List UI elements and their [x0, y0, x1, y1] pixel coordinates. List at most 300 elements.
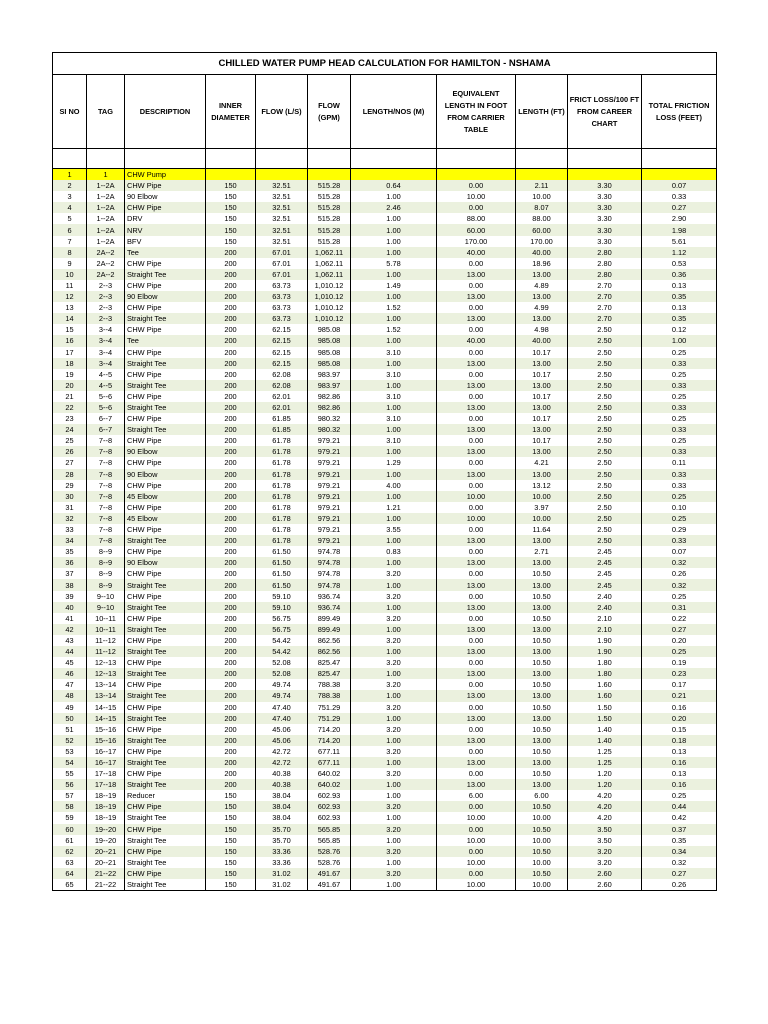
table-cell: 1--2A: [87, 224, 125, 235]
table-cell: 4.89: [516, 280, 568, 291]
table-cell: 40.00: [516, 247, 568, 258]
table-row: [53, 469, 717, 480]
pump-head-table: [52, 52, 717, 891]
table-cell: 200: [206, 579, 256, 590]
table-cell: 1.00: [351, 579, 437, 590]
table-row: [53, 713, 717, 724]
table-cell: 40.00: [437, 335, 516, 346]
table-cell: 10.17: [516, 413, 568, 424]
table-cell: 13.00: [516, 424, 568, 435]
table-cell: 13.00: [516, 446, 568, 457]
table-cell: 1.80: [568, 668, 642, 679]
table-cell: 200: [206, 602, 256, 613]
table-cell: 0.11: [642, 457, 717, 468]
column-header: TAG: [87, 75, 125, 149]
table-cell: 2--3: [87, 280, 125, 291]
table-cell: 43: [53, 635, 87, 646]
table-cell: 515.28: [308, 191, 351, 202]
table-cell: 8--9: [87, 557, 125, 568]
table-cell: 10--11: [87, 624, 125, 635]
table-cell: 2.50: [568, 457, 642, 468]
table-cell: 56.75: [256, 624, 308, 635]
table-row: [53, 258, 717, 269]
table-cell: 2A--2: [87, 247, 125, 258]
table-cell: 0.17: [642, 679, 717, 690]
table-cell: Straight Tee: [125, 812, 206, 823]
table-cell: 979.21: [308, 502, 351, 513]
table-row: [53, 358, 717, 369]
table-cell: 13.00: [437, 380, 516, 391]
column-header: LENGTH/NOS (M): [351, 75, 437, 149]
table-cell: 10.50: [516, 724, 568, 735]
table-cell: CHW Pipe: [125, 180, 206, 191]
table-cell: 31.02: [256, 868, 308, 879]
table-cell: 8: [53, 247, 87, 258]
table-cell: 200: [206, 702, 256, 713]
table-cell: 1--2A: [87, 202, 125, 213]
table-cell: CHW Pipe: [125, 679, 206, 690]
table-cell: 150: [206, 857, 256, 868]
table-cell: CHW Pump: [125, 169, 206, 181]
table-cell: 21--22: [87, 868, 125, 879]
table-cell: 200: [206, 269, 256, 280]
column-header: FLOW (L/S): [256, 75, 308, 149]
table-cell: 3.20: [351, 679, 437, 690]
table-cell: 61: [53, 835, 87, 846]
table-cell: 32.51: [256, 191, 308, 202]
table-cell: 0.36: [642, 269, 717, 280]
table-cell: 1,062.11: [308, 269, 351, 280]
table-cell: 640.02: [308, 779, 351, 790]
table-cell: 7--8: [87, 535, 125, 546]
table-cell: 1.00: [351, 857, 437, 868]
table-cell: 150: [206, 180, 256, 191]
table-cell: 200: [206, 347, 256, 358]
table-cell: 10.00: [437, 879, 516, 891]
table-cell: 65: [53, 879, 87, 891]
table-cell: 58: [53, 801, 87, 812]
table-cell: 1.52: [351, 324, 437, 335]
table-cell: 0.25: [642, 369, 717, 380]
table-row: [53, 613, 717, 624]
table-cell: CHW Pipe: [125, 546, 206, 557]
table-cell: 0.00: [437, 435, 516, 446]
table-cell: 2.45: [568, 546, 642, 557]
table-cell: 3.10: [351, 435, 437, 446]
table-cell: 0.31: [642, 602, 717, 613]
table-row: [53, 624, 717, 635]
table-cell: 14--15: [87, 702, 125, 713]
table-cell: 62.01: [256, 391, 308, 402]
table-cell: CHW Pipe: [125, 435, 206, 446]
table-cell: 200: [206, 557, 256, 568]
table-cell: 13.00: [437, 446, 516, 457]
table-cell: 53: [53, 746, 87, 757]
table-cell: 200: [206, 679, 256, 690]
table-cell: 32: [53, 513, 87, 524]
table-cell: 61.78: [256, 469, 308, 480]
table-cell: 2A--2: [87, 258, 125, 269]
table-cell: CHW Pipe: [125, 702, 206, 713]
table-cell: 1.00: [351, 424, 437, 435]
table-cell: 88.00: [516, 213, 568, 224]
table-cell: 0.25: [642, 646, 717, 657]
table-cell: 0.20: [642, 713, 717, 724]
table-cell: 32.51: [256, 180, 308, 191]
table-cell: 1.00: [351, 446, 437, 457]
table-cell: 20--21: [87, 857, 125, 868]
table-cell: 10.00: [437, 857, 516, 868]
table-row: [53, 535, 717, 546]
table-cell: 983.97: [308, 369, 351, 380]
table-cell: 2.10: [568, 624, 642, 635]
table-cell: 2.40: [568, 602, 642, 613]
table-cell: 5--6: [87, 391, 125, 402]
table-cell: 0.00: [437, 824, 516, 835]
table-cell: 0.00: [437, 868, 516, 879]
table-cell: 2--3: [87, 313, 125, 324]
table-cell: 62.15: [256, 358, 308, 369]
table-cell: 2.40: [568, 591, 642, 602]
table-cell: 63.73: [256, 280, 308, 291]
table-row: [53, 236, 717, 247]
table-row: [53, 457, 717, 468]
table-cell: 677.11: [308, 746, 351, 757]
table-cell: 1.29: [351, 457, 437, 468]
table-cell: 1.50: [568, 702, 642, 713]
table-cell: [206, 169, 256, 181]
table-cell: 52.08: [256, 668, 308, 679]
table-cell: 3--4: [87, 335, 125, 346]
table-cell: 0.37: [642, 824, 717, 835]
table-cell: 0.25: [642, 491, 717, 502]
table-cell: 7--8: [87, 435, 125, 446]
table-row: [53, 835, 717, 846]
table-cell: 2.90: [642, 213, 717, 224]
table-cell: 13.00: [437, 358, 516, 369]
table-cell: 3.97: [516, 502, 568, 513]
table-cell: 1.00: [351, 469, 437, 480]
table-cell: 35.70: [256, 824, 308, 835]
table-cell: 13.00: [516, 690, 568, 701]
table-cell: 200: [206, 635, 256, 646]
table-cell: 10.00: [516, 835, 568, 846]
table-cell: 150: [206, 879, 256, 891]
table-cell: 3.50: [568, 824, 642, 835]
table-cell: 200: [206, 668, 256, 679]
table-cell: 55: [53, 768, 87, 779]
table-cell: Straight Tee: [125, 668, 206, 679]
table-cell: CHW Pipe: [125, 280, 206, 291]
table-cell: 899.49: [308, 624, 351, 635]
table-cell: 0.13: [642, 302, 717, 313]
table-cell: 49.74: [256, 679, 308, 690]
table-cell: 61.85: [256, 424, 308, 435]
table-cell: 150: [206, 868, 256, 879]
table-cell: 32.51: [256, 224, 308, 235]
table-cell: Straight Tee: [125, 879, 206, 891]
table-cell: 60.00: [437, 224, 516, 235]
table-cell: 0.00: [437, 546, 516, 557]
table-cell: 10.00: [516, 513, 568, 524]
table-cell: 2.50: [568, 480, 642, 491]
table-cell: 200: [206, 457, 256, 468]
table-cell: 0.00: [437, 724, 516, 735]
table-cell: 13.00: [516, 291, 568, 302]
table-cell: 20: [53, 380, 87, 391]
table-cell: 1.20: [568, 768, 642, 779]
table-cell: 1--2A: [87, 236, 125, 247]
table-cell: 2.50: [568, 491, 642, 502]
table-cell: 62: [53, 846, 87, 857]
table-cell: 150: [206, 191, 256, 202]
table-cell: 3.20: [351, 657, 437, 668]
table-cell: 10.50: [516, 568, 568, 579]
table-cell: 13.00: [516, 313, 568, 324]
table-cell: 2.70: [568, 313, 642, 324]
table-cell: 0.26: [642, 879, 717, 891]
table-cell: 13.00: [437, 579, 516, 590]
table-cell: 1.25: [568, 757, 642, 768]
table-cell: 528.76: [308, 857, 351, 868]
table-cell: 61.78: [256, 457, 308, 468]
table-cell: 22: [53, 402, 87, 413]
table-cell: 515.28: [308, 180, 351, 191]
table-cell: 150: [206, 835, 256, 846]
column-header: TOTAL FRICTION LOSS (FEET): [642, 75, 717, 149]
table-cell: 1: [53, 169, 87, 181]
table-cell: CHW Pipe: [125, 258, 206, 269]
table-cell: 19--20: [87, 824, 125, 835]
table-cell: 13.00: [437, 668, 516, 679]
table-cell: 12--13: [87, 657, 125, 668]
table-cell: CHW Pipe: [125, 302, 206, 313]
table-row: [53, 557, 717, 568]
table-cell: 0.21: [642, 690, 717, 701]
table-row: [53, 491, 717, 502]
table-cell: Straight Tee: [125, 402, 206, 413]
table-cell: 54.42: [256, 635, 308, 646]
table-row: [53, 879, 717, 891]
table-cell: 200: [206, 480, 256, 491]
table-cell: 13.00: [516, 602, 568, 613]
table-cell: 13.00: [516, 269, 568, 280]
table-cell: 0.18: [642, 735, 717, 746]
table-cell: 34: [53, 535, 87, 546]
table-cell: 640.02: [308, 768, 351, 779]
table-cell: 2.50: [568, 513, 642, 524]
table-cell: 3--4: [87, 324, 125, 335]
table-cell: 2.50: [568, 469, 642, 480]
table-row: [53, 502, 717, 513]
table-cell: 10.00: [516, 491, 568, 502]
table-cell: [437, 169, 516, 181]
table-cell: 13.00: [437, 779, 516, 790]
table-cell: 13.00: [437, 646, 516, 657]
table-cell: 10.50: [516, 868, 568, 879]
table-cell: 61.50: [256, 568, 308, 579]
table-cell: 2.50: [568, 402, 642, 413]
table-row: [53, 380, 717, 391]
table-cell: 2.70: [568, 302, 642, 313]
table-cell: 200: [206, 713, 256, 724]
table-cell: 13.00: [437, 757, 516, 768]
table-cell: 33.36: [256, 846, 308, 857]
table-cell: 0.00: [437, 180, 516, 191]
table-cell: 42.72: [256, 757, 308, 768]
table-cell: 1.00: [351, 557, 437, 568]
table-cell: 4--5: [87, 380, 125, 391]
table-cell: 49: [53, 702, 87, 713]
column-header: DESCRIPTION: [125, 75, 206, 149]
table-cell: 2.45: [568, 568, 642, 579]
table-cell: CHW Pipe: [125, 613, 206, 624]
table-row: [53, 480, 717, 491]
table-row: [53, 702, 717, 713]
table-row: [53, 291, 717, 302]
table-cell: 3--4: [87, 347, 125, 358]
table-cell: 51: [53, 724, 87, 735]
table-cell: 2.71: [516, 546, 568, 557]
table-cell: 23: [53, 413, 87, 424]
table-cell: 979.21: [308, 446, 351, 457]
table-cell: 200: [206, 413, 256, 424]
table-cell: 10.50: [516, 746, 568, 757]
table-cell: 40.00: [437, 247, 516, 258]
table-cell: 10.00: [437, 491, 516, 502]
table-cell: 63.73: [256, 302, 308, 313]
column-header-row: [53, 75, 717, 149]
table-cell: 1.98: [642, 224, 717, 235]
table-cell: 90 Elbow: [125, 446, 206, 457]
table-cell: 0.33: [642, 358, 717, 369]
table-cell: 200: [206, 491, 256, 502]
table-cell: 0.26: [642, 568, 717, 579]
table-cell: 2.50: [568, 380, 642, 391]
table-cell: 3.20: [568, 857, 642, 868]
table-cell: 3.55: [351, 524, 437, 535]
table-cell: 45 Elbow: [125, 491, 206, 502]
table-cell: 1.00: [351, 535, 437, 546]
table-cell: 0.32: [642, 857, 717, 868]
table-cell: 13.00: [516, 380, 568, 391]
table-cell: 0.00: [437, 258, 516, 269]
table-cell: 2--3: [87, 291, 125, 302]
table-cell: 13.00: [516, 469, 568, 480]
table-cell: 10.50: [516, 824, 568, 835]
table-cell: 200: [206, 302, 256, 313]
table-cell: 15: [53, 324, 87, 335]
table-cell: 714.20: [308, 735, 351, 746]
table-row: [53, 812, 717, 823]
table-cell: 45: [53, 657, 87, 668]
table-cell: 200: [206, 690, 256, 701]
table-cell: 936.74: [308, 591, 351, 602]
table-cell: 47.40: [256, 713, 308, 724]
table-cell: 8.07: [516, 202, 568, 213]
table-cell: 0.00: [437, 591, 516, 602]
table-cell: 90 Elbow: [125, 191, 206, 202]
table-cell: 200: [206, 424, 256, 435]
table-cell: 979.21: [308, 535, 351, 546]
table-cell: 1.00: [351, 735, 437, 746]
table-cell: 2.50: [568, 347, 642, 358]
table-cell: 2.50: [568, 369, 642, 380]
table-cell: Straight Tee: [125, 779, 206, 790]
table-cell: 0.32: [642, 557, 717, 568]
table-cell: 200: [206, 258, 256, 269]
table-cell: 150: [206, 213, 256, 224]
table-row: [53, 191, 717, 202]
table-cell: 10.50: [516, 702, 568, 713]
table-row: [53, 635, 717, 646]
table-row: [53, 591, 717, 602]
table-cell: 2.45: [568, 557, 642, 568]
table-cell: 200: [206, 724, 256, 735]
table-cell: 0.00: [437, 302, 516, 313]
table-cell: 1.60: [568, 690, 642, 701]
table-cell: 38.04: [256, 801, 308, 812]
table-cell: 0.00: [437, 613, 516, 624]
table-cell: CHW Pipe: [125, 846, 206, 857]
table-cell: 565.85: [308, 824, 351, 835]
table-cell: 61.78: [256, 513, 308, 524]
table-cell: 10.17: [516, 391, 568, 402]
table-cell: 1.00: [351, 247, 437, 258]
table-cell: 0.22: [642, 613, 717, 624]
table-cell: 979.21: [308, 457, 351, 468]
table-cell: 8--9: [87, 568, 125, 579]
table-cell: 3.30: [568, 224, 642, 235]
table-cell: 60: [53, 824, 87, 835]
table-cell: [256, 169, 308, 181]
table-cell: 1.00: [351, 713, 437, 724]
table-cell: 1,010.12: [308, 291, 351, 302]
table-cell: 15--16: [87, 724, 125, 735]
table-cell: 45 Elbow: [125, 513, 206, 524]
table-cell: 0.00: [437, 524, 516, 535]
table-cell: 67.01: [256, 269, 308, 280]
table-cell: 0.33: [642, 469, 717, 480]
table-cell: 825.47: [308, 668, 351, 679]
table-cell: DRV: [125, 213, 206, 224]
table-cell: 1.00: [642, 335, 717, 346]
table-cell: NRV: [125, 224, 206, 235]
table-cell: 54: [53, 757, 87, 768]
table-cell: 50: [53, 713, 87, 724]
table-cell: 3.20: [351, 768, 437, 779]
table-cell: Straight Tee: [125, 269, 206, 280]
table-cell: 62.15: [256, 347, 308, 358]
table-cell: 1.12: [642, 247, 717, 258]
table-cell: [642, 169, 717, 181]
table-cell: 0.00: [437, 846, 516, 857]
table-cell: 1.00: [351, 491, 437, 502]
table-cell: 6--7: [87, 424, 125, 435]
table-cell: 0.27: [642, 624, 717, 635]
table-cell: 0.00: [437, 480, 516, 491]
calculation-sheet: [52, 52, 716, 891]
table-cell: 35: [53, 546, 87, 557]
table-cell: 1.21: [351, 502, 437, 513]
table-cell: 0.16: [642, 757, 717, 768]
table-cell: [568, 169, 642, 181]
table-cell: 38.04: [256, 790, 308, 801]
table-cell: 31.02: [256, 879, 308, 891]
table-cell: 7--8: [87, 524, 125, 535]
table-cell: 48: [53, 690, 87, 701]
table-cell: 9--10: [87, 591, 125, 602]
